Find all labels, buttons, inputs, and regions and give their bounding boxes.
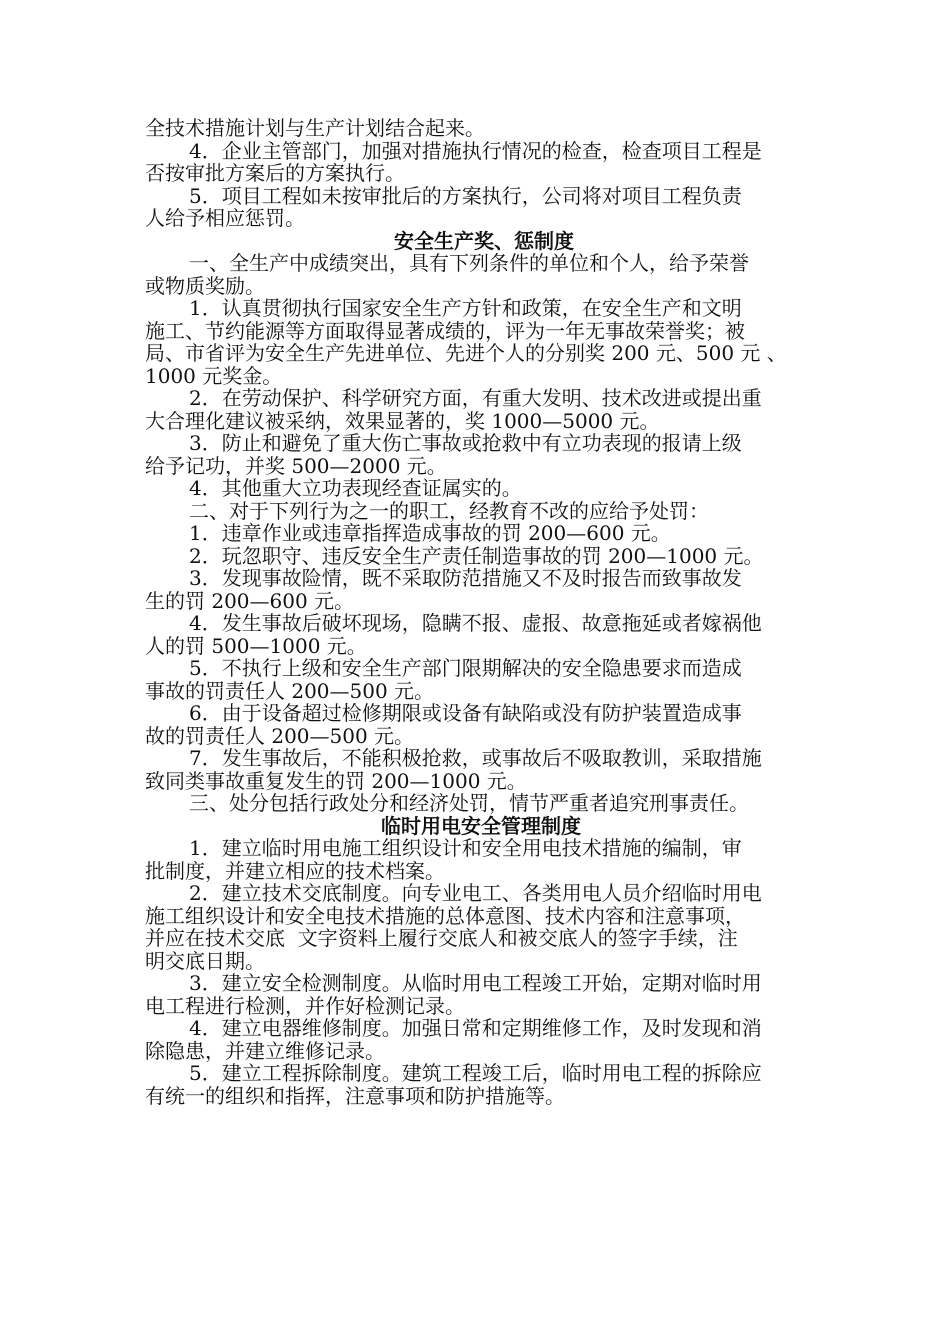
section-title-safety-rewards-penalties: 安全生产奖、惩制度: [394, 228, 574, 253]
paragraph-line: 批制度，并建立相应的技术档案。: [145, 858, 445, 883]
paragraph: [145, 567, 817, 612]
paragraph: [145, 1017, 817, 1062]
paragraph-line: 3．建立安全检测制度。从临时用电工程竣工开始，定期对临时用: [189, 971, 762, 995]
paragraph-line: 3．发现事故险情，既不采取防范措施又不及时报告而致事故发: [189, 566, 742, 590]
paragraph: [145, 522, 817, 545]
paragraph: [145, 297, 817, 387]
paragraph: [145, 837, 817, 882]
paragraph-line: 有统一的组织和指挥，注意事项和防护措施等。: [145, 1083, 565, 1108]
paragraph-line: 二、对于下列行为之一的职工，经教育不改的应给予处罚：: [189, 498, 709, 523]
paragraph-line: 6．由于设备超过检修期限或设备有缺陷或没有防护装置造成事: [189, 701, 742, 725]
paragraph-line: 5．不执行上级和安全生产部门限期解决的安全隐患要求而造成: [189, 656, 742, 680]
paragraph-line: 人给予相应惩罚。: [145, 206, 305, 230]
paragraph-line: 4．发生事故后破坏现场，隐瞒不报、虚报、故意拖延或者嫁祸他: [189, 611, 762, 635]
paragraph: [145, 612, 817, 657]
paragraph-line: 生的罚 200—600 元。: [145, 588, 355, 613]
paragraph: [145, 882, 817, 972]
paragraph: [145, 747, 817, 792]
paragraph-line: 大合理化建议被采纳，效果显著的，奖 1000—5000 元。: [145, 408, 660, 433]
paragraph-line: 一、全生产中成绩突出，具有下列条件的单位和个人，给予荣誉: [189, 251, 749, 275]
paragraph-line: 1000 元奖金。: [145, 363, 283, 388]
paragraph: [145, 432, 817, 477]
paragraph-line: 三、处分包括行政处分和经济处罚，情节严重者追究刑事责任。: [189, 791, 749, 815]
paragraph-line: 3．防止和避免了重大伤亡事故或抢救中有立功表现的报请上级: [189, 431, 742, 455]
paragraph-line: 4．建立电器维修制度。加强日常和定期维修工作，及时发现和消: [189, 1016, 762, 1040]
paragraph: [145, 657, 817, 702]
paragraph-line: 施工组织设计和安全电技术措施的总体意图、技术内容和注意事项，: [145, 903, 745, 928]
paragraph-line: 并应在技术交底 文字资料上履行交底人和被交底人的签字手续，注: [145, 926, 738, 950]
paragraph-line: 4．其他重大立功表现经查证属实的。: [189, 476, 522, 500]
paragraph-line: 给予记功，并奖 500—2000 元。: [145, 453, 447, 478]
paragraph-line: 除隐患，并建立维修记录。: [145, 1038, 385, 1063]
paragraph: [145, 185, 817, 230]
paragraph-line: 5．建立工程拆除制度。建筑工程竣工后，临时用电工程的拆除应: [189, 1061, 762, 1085]
paragraph-line: 全技术措施计划与生产计划结合起来。: [145, 116, 485, 140]
paragraph: [145, 1062, 817, 1107]
safety-rewards-penalties-section: [145, 252, 817, 815]
paragraph-line: 2．玩忽职守、违反安全生产责任制造事故的罚 200—1000 元。: [189, 543, 764, 568]
paragraph-line: 电工程进行检测，并作好检测记录。: [145, 993, 465, 1018]
paragraph-line: 2．在劳动保护、科学研究方面，有重大发明、技术改进或提出重: [189, 386, 762, 410]
paragraph: [145, 500, 817, 523]
paragraph: [145, 972, 817, 1017]
paragraph-line: 人的罚 500—1000 元。: [145, 633, 367, 658]
paragraph-line: 1．建立临时用电施工组织设计和安全用电技术措施的编制，审: [189, 836, 742, 860]
paragraph-line: 1．认真贯彻执行国家安全生产方针和政策，在安全生产和文明: [189, 296, 742, 320]
paragraph: [145, 117, 817, 140]
paragraph: [145, 140, 817, 185]
paragraph-line: 明交底日期。: [145, 948, 265, 973]
paragraph-line: 2．建立技术交底制度。向专业电工、各类用电人员介绍临时用电: [189, 881, 762, 905]
paragraph: [145, 792, 817, 815]
paragraph: [145, 545, 817, 568]
paragraph-line: 否按审批方案后的方案执行。: [145, 161, 405, 185]
paragraph-line: 局、市省评为安全生产先进单位、先进个人的分别奖 200 元、500 元 、: [145, 341, 787, 365]
paragraph-line: 5．项目工程如未按审批后的方案执行，公司将对项目工程负责: [189, 183, 742, 208]
paragraph: [145, 252, 817, 297]
temporary-power-safety-section: [145, 837, 817, 1107]
paragraph-line: 事故的罚责任人 200—500 元。: [145, 678, 435, 703]
paragraph-line: 故的罚责任人 200—500 元。: [145, 723, 415, 748]
intro-block: [145, 117, 817, 230]
paragraph-line: 1．违章作业或违章指挥造成事故的罚 200—600 元。: [189, 521, 671, 545]
paragraph: [145, 702, 817, 747]
section-title-temporary-power-safety: 临时用电安全管理制度: [381, 813, 581, 838]
paragraph-line: 7．发生事故后，不能积极抢救，或事故后不吸取教训，采取措施: [189, 746, 762, 770]
paragraph-line: 或物质奖励。: [145, 273, 265, 298]
paragraph-line: 4．企业主管部门，加强对措施执行情况的检查，检查项目工程是: [189, 138, 762, 163]
paragraph: [145, 387, 817, 432]
paragraph-line: 施工、节约能源等方面取得显著成绩的，评为一年无事故荣誉奖；被: [145, 318, 745, 343]
paragraph: [145, 477, 817, 500]
document-page: [145, 117, 817, 1107]
paragraph-line: 致同类事故重复发生的罚 200—1000 元。: [145, 768, 527, 793]
